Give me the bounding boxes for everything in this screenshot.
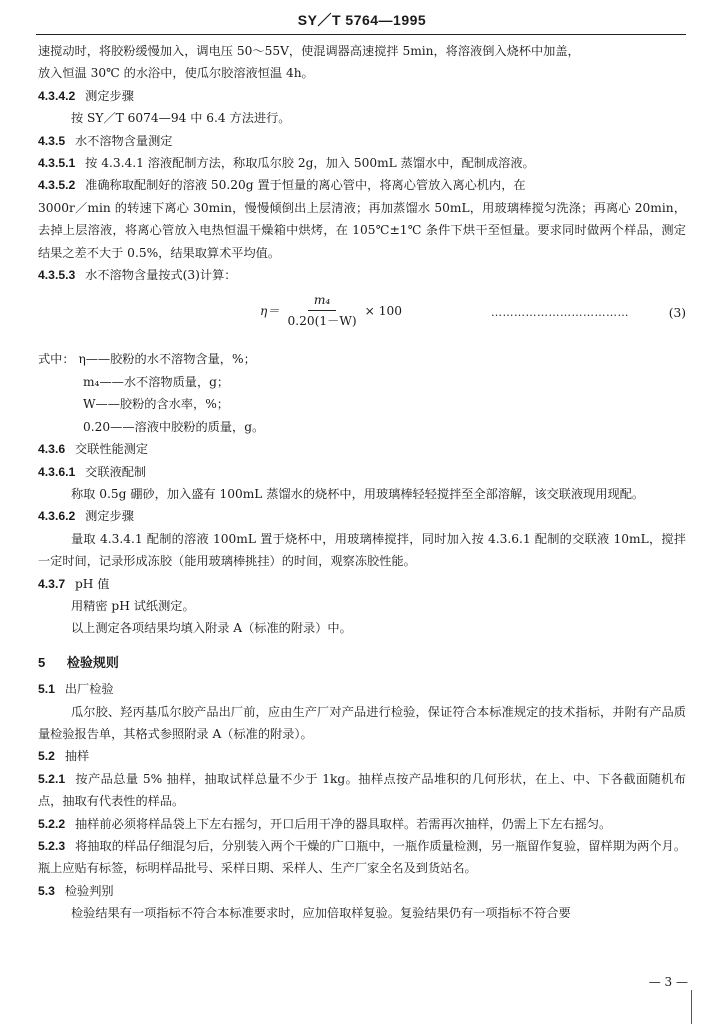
section-436-heading xyxy=(38,438,686,460)
intro-line-1: 速搅动时，将胶粉缓慢加入，调电压 50～55V，使混调器高速搅拌 5min，将溶液倒入烧杯中加盖， xyxy=(38,44,580,58)
formula-numerator: m₄ xyxy=(308,290,336,311)
section-number: 5.3 xyxy=(38,883,55,898)
chapter-title: 检验规则 xyxy=(66,654,119,670)
document-header: SY／T 5764—1995 xyxy=(297,12,427,28)
section-title: 水不溶物含量测定 xyxy=(74,133,173,148)
section-4362-body: 量取 4.3.4.1 配制的溶液 100mL 置于烧杯中，用玻璃棒搅拌，同时加入按 4.3.6.1 配制的交联液 10mL，搅拌一定时间，记录形成冻胶（能用玻璃棒挑挂）的时间，观察冻胶性能。 xyxy=(38,531,686,569)
section-437-body-2: 以上测定各项结果均填入附录 A（标准的附录）中。 xyxy=(71,621,352,636)
section-522 xyxy=(38,813,686,835)
formula-fraction xyxy=(286,290,359,331)
section-4342-body: 按 SY／T 6074—94 中 6.4 方法进行。 xyxy=(71,111,291,126)
section-52-heading xyxy=(38,745,686,767)
chapter-number: 5 xyxy=(38,654,46,670)
section-number: 5.2 xyxy=(38,749,55,764)
section-number: 5.2.1 xyxy=(38,771,66,786)
intro-line-2: 放入恒温 30℃ 的水浴中，使瓜尔胶溶液恒温 4h。 xyxy=(38,66,314,81)
section-number: 5.2.2 xyxy=(38,816,66,831)
section-number: 4.3.6 xyxy=(38,442,66,457)
section-435-heading xyxy=(38,130,686,152)
section-number: 5.2.3 xyxy=(38,839,66,853)
formula-denominator: 0.20(1－W) xyxy=(287,314,357,329)
formula-3 xyxy=(38,286,686,348)
chapter-5-heading xyxy=(38,652,686,674)
section-4361-heading xyxy=(38,461,686,483)
formula-lhs: η＝ xyxy=(260,303,280,318)
where-item: 0.20——溶液中胶粉的质量，g。 xyxy=(83,419,265,434)
section-number: 4.3.5.1 xyxy=(38,156,76,171)
section-title: pH 值 xyxy=(74,576,110,591)
section-number: 4.3.5.3 xyxy=(38,268,76,283)
where-item: η——胶粉的水不溶物含量，%； xyxy=(78,352,256,367)
formula-multiplier: × 100 xyxy=(364,303,402,318)
section-title: 交联性能测定 xyxy=(74,442,149,457)
equation-number: (3) xyxy=(668,306,686,321)
margin-line xyxy=(691,990,692,1024)
section-number: 4.3.5.2 xyxy=(38,178,76,193)
section-4352 xyxy=(38,174,686,196)
section-title: 检验判别 xyxy=(64,883,114,898)
section-4362-heading xyxy=(38,505,686,527)
section-437-body-1: 用精密 pH 试纸测定。 xyxy=(71,598,195,613)
section-4353 xyxy=(38,264,686,286)
where-item: m₄——水不溶物质量，g； xyxy=(83,374,230,389)
section-title: 测定步骤 xyxy=(85,88,134,103)
section-523 xyxy=(38,835,686,880)
where-first xyxy=(38,348,686,370)
section-title: 出厂检验 xyxy=(64,682,114,697)
section-437-heading xyxy=(38,573,686,595)
section-number: 5.1 xyxy=(38,682,55,697)
section-number: 4.3.6.2 xyxy=(38,509,76,524)
section-53-body: 检验结果有一项指标不符合本标准要求时，应加倍取样复验。复验结果仍有一项指标不符合要 xyxy=(71,906,571,921)
section-number: 4.3.4.2 xyxy=(38,88,76,103)
section-51-heading xyxy=(38,678,686,700)
section-body: 按 4.3.4.1 溶液配制方法，称取瓜尔胶 2g，加入 500mL 蒸馏水中，配制成溶液。 xyxy=(85,156,535,171)
document-body xyxy=(38,40,686,925)
page-number: — 3 — xyxy=(648,975,688,989)
section-4361-body: 称取 0.5g 硼砂，加入盛有 100mL 蒸馏水的烧杯中，用玻璃棒轻轻搅拌至全部溶解，该交联液现用现配。 xyxy=(71,486,645,501)
where-label: 式中： xyxy=(38,352,75,367)
section-body: 抽样前必须将样品袋上下左右摇匀，开口后用干净的器具取样。若需再次抽样，仍需上下左右摇匀。 xyxy=(74,816,612,831)
section-4351 xyxy=(38,152,686,174)
section-51-body: 瓜尔胶、羟丙基瓜尔胶产品出厂前，应由生产厂对产品进行检验，保证符合本标准规定的技术指标，并附有产品质量检验报告单，其格式参照附录 A（标准的附录）。 xyxy=(38,704,686,741)
section-title: 交联液配制 xyxy=(85,464,147,479)
formula-leader-dots: ……………………………… xyxy=(491,306,629,320)
section-body: 按产品总量 5% 抽样，抽取试样总量不少于 1kg。抽样点按产品堆积的几何形状，在上、中、下各截面随机布点，抽取有代表性的样品。 xyxy=(38,771,686,809)
section-body: 将抽取的样品仔细混匀后，分别装入两个干燥的广口瓶中，一瓶作质量检测，另一瓶留作复验，留样期为两个月。瓶上应贴有标签，标明样品批号、采样日期、采样人、生产厂家全名及到货站名。 xyxy=(38,839,687,876)
section-title: 测定步骤 xyxy=(85,509,134,524)
section-4352-continued: 3000r／min 的转速下离心 30min，慢慢倾倒出上层清液；再加蒸馏水 50mL，用玻璃棒搅匀洗涤；再离心 20min，去掉上层溶液，将离心管放入电热恒温干燥箱中烘烤，在 105℃±1℃ 条件下烘干至恒量。要求同时做两个样品，测定结果之差不大于 0.5%，结果取算术平均值。 xyxy=(38,200,686,260)
formula-expression xyxy=(260,290,402,331)
header-rule xyxy=(36,34,686,35)
where-item: W——胶粉的含水率，%； xyxy=(83,397,229,412)
section-53-heading xyxy=(38,880,686,902)
section-521 xyxy=(38,768,686,813)
section-body: 水不溶物含量按式(3)计算： xyxy=(85,268,237,283)
section-body-first-line: 准确称取配制好的溶液 50.20g 置于恒量的离心管中，将离心管放入离心机内，在 xyxy=(85,178,526,193)
section-title: 抽样 xyxy=(64,749,90,764)
section-number: 4.3.7 xyxy=(38,576,66,591)
section-number: 4.3.6.1 xyxy=(38,464,76,479)
section-4342-heading xyxy=(38,85,686,107)
section-number: 4.3.5 xyxy=(38,133,66,148)
